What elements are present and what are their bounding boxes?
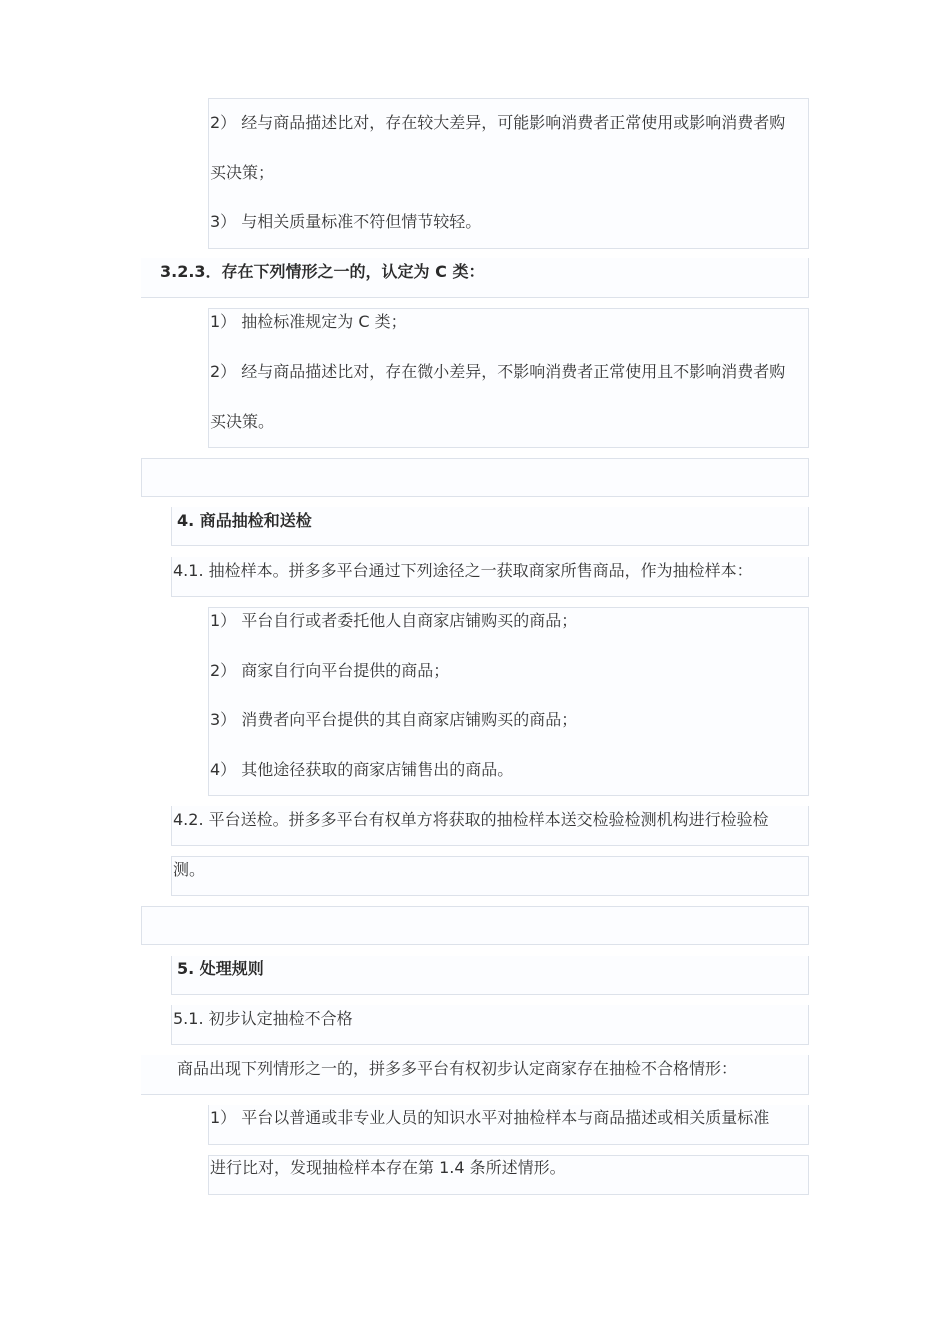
section-c-heading: 3.2.3．存在下列情形之一的，认定为 C 类： [160,262,485,281]
section-5-intro-paragraph: 商品出现下列情形之一的，拼多多平台有权初步认定商家存在抽检不合格情形： [177,1059,738,1078]
section-c-item-2-line-1: 2） 经与商品描述比对，存在微小差异，不影响消费者正常使用且不影响消费者购 [210,362,786,381]
section-5-item-1-line-1: 1） 平台以普通或非专业人员的知识水平对抽检样本与商品描述或相关质量标准 [210,1108,770,1127]
section-4-2-paragraph-line-2: 测。 [173,860,206,879]
empty-spacer-block [141,458,809,497]
section-4-2-paragraph-line-1: 4.2. 平台送检。拼多多平台有权单方将获取的抽检样本送交检验检测机构进行检验检 [173,810,769,829]
section-5-heading-block [171,956,809,995]
section-b-item-2-line-2: 买决策； [210,163,275,182]
section-5-heading: 5. 处理规则 [177,959,264,978]
section-b-item-2-line-1: 2） 经与商品描述比对，存在较大差异，可能影响消费者正常使用或影响消费者购 [210,113,786,132]
section-4-heading: 4. 商品抽检和送检 [177,511,312,530]
section-b-item-3: 3） 与相关质量标准不符但情节较轻。 [210,212,482,231]
section-4-list-item-3: 3） 消费者向平台提供的其自商家店铺购买的商品； [210,710,578,729]
section-4-2-block-line-2 [171,856,809,896]
section-4-list-item-4: 4） 其他途径获取的商家店铺售出的商品。 [210,760,514,779]
section-c-item-2-line-2: 买决策。 [210,412,275,431]
section-c-item-1: 1） 抽检标准规定为 C 类； [210,312,407,331]
section-4-1-paragraph: 4.1. 抽检样本。拼多多平台通过下列途径之一获取商家所售商品，作为抽检样本： [173,561,753,580]
empty-spacer-block-2 [141,906,809,945]
section-4-list-item-2: 2） 商家自行向平台提供的商品； [210,661,450,680]
section-5-item-1-line-2: 进行比对，发现抽检样本存在第 1.4 条所述情形。 [210,1158,566,1177]
section-4-list-item-1: 1） 平台自行或者委托他人自商家店铺购买的商品； [210,611,578,630]
section-5-1-heading: 5.1. 初步认定抽检不合格 [173,1009,353,1028]
